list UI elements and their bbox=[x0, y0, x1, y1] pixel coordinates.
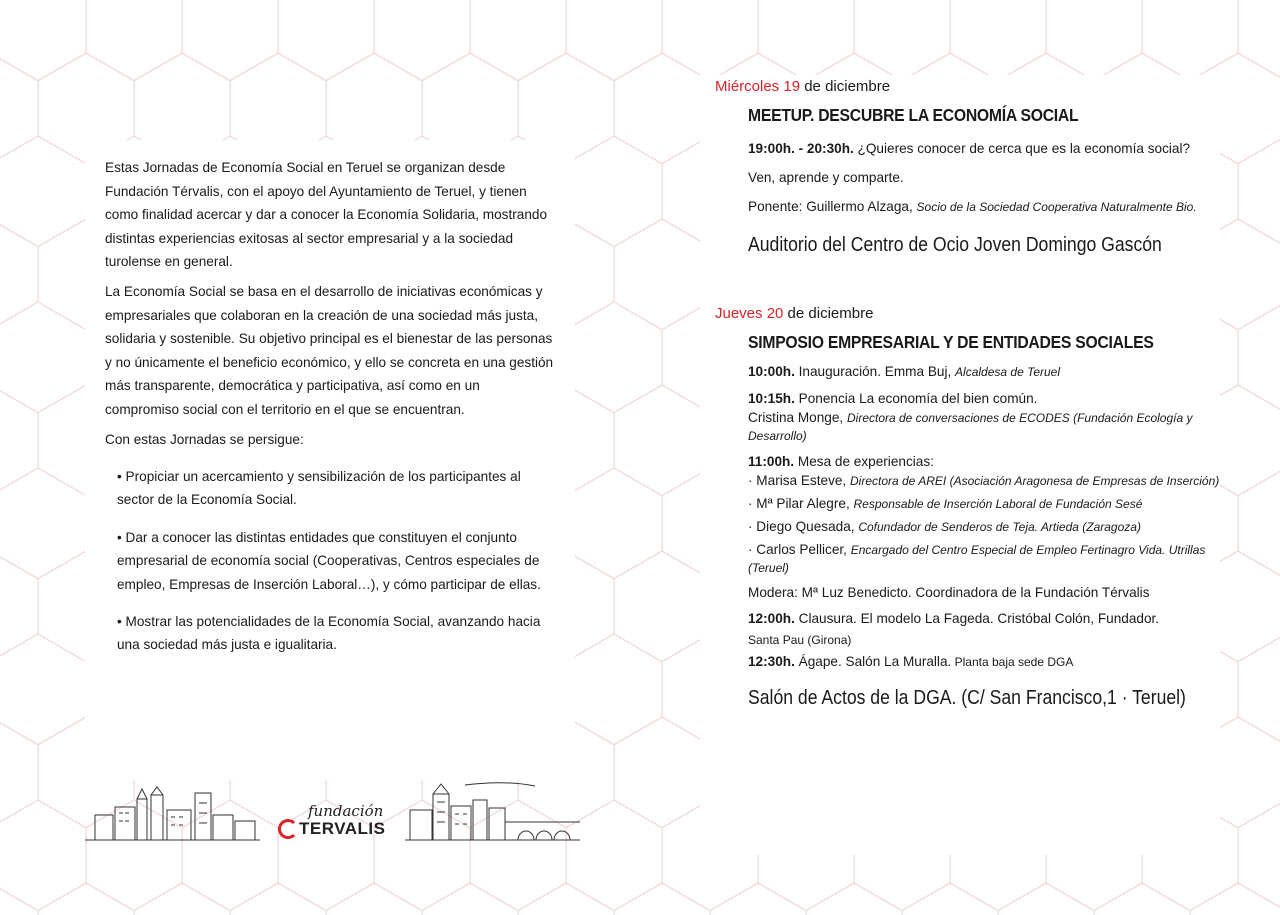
day1-month: de diciembre bbox=[800, 78, 891, 95]
agenda-speaker-role: Directora de conversaciones de ECODES (Fundación Ecología y Desarrollo) bbox=[748, 411, 1193, 443]
goal-bullet-1: • Propiciar un acercamiento y sensibilización de los participantes al sector de la Economía Social. bbox=[117, 468, 521, 508]
agenda-item-inauguration bbox=[748, 361, 1220, 383]
day2-day: Jueves 20 bbox=[715, 305, 784, 322]
panelist-name: · Mª Pilar Alegre, bbox=[748, 496, 854, 511]
logo-line1: fundación bbox=[308, 802, 384, 820]
day2-month: de diciembre bbox=[783, 305, 874, 322]
agenda-text: Inauguración. Emma Buj, bbox=[794, 364, 956, 379]
day1-event-title: MEETUP. DESCUBRE LA ECONOMÍA SOCIAL bbox=[748, 105, 1079, 125]
panelist-name: · Diego Quesada, bbox=[748, 519, 859, 534]
panelist-3 bbox=[748, 518, 1220, 536]
agenda-text: Mesa de experiencias: bbox=[794, 454, 934, 469]
day1-desc: ¿Quieres conocer de cerca que es la economía social? Ven, aprende y comparte. bbox=[748, 141, 1191, 185]
agenda-item-agape bbox=[748, 651, 1220, 673]
panelist-1 bbox=[748, 472, 1220, 490]
panelist-2 bbox=[748, 495, 1220, 513]
day1-venue: Auditorio del Centro de Ocio Joven Domingo Gascón bbox=[748, 234, 1162, 256]
panelist-name: · Carlos Pellicer, bbox=[748, 542, 851, 557]
logo-swoosh-icon bbox=[278, 819, 298, 839]
day1-day: Miércoles 19 bbox=[715, 78, 801, 95]
day1-time: 19:00h. - 20:30h. bbox=[748, 141, 854, 156]
day2-venue: Salón de Actos de la DGA. (C/ San Francisco,1 · Teruel) bbox=[748, 687, 1186, 709]
agenda-time: 11:00h. bbox=[748, 454, 795, 469]
day2-event-title: SIMPOSIO EMPRESARIAL Y DE ENTIDADES SOCIALES bbox=[748, 332, 1154, 352]
agenda-text: Clausura. El modelo La Fageda. Cristóbal Colón, Fundador. bbox=[794, 611, 1160, 626]
agenda-item-clausura bbox=[748, 608, 1220, 629]
day1-speaker-name: Ponente: Guillermo Alzaga, bbox=[748, 199, 917, 214]
agenda-speaker-name: Cristina Monge, bbox=[748, 410, 847, 425]
teruel-skyline-right-illustration bbox=[405, 780, 580, 845]
fundacion-tervalis-logo bbox=[278, 803, 386, 839]
panelist-role: Cofundador de Senderos de Teja. Artieda (Zaragoza) bbox=[858, 520, 1141, 534]
agenda-time: 12:00h. bbox=[748, 611, 795, 626]
moderator: Modera: Mª Luz Benedicto. Coordinadora de la Fundación Térvalis bbox=[748, 585, 1150, 600]
agenda-time: 10:15h. bbox=[748, 391, 795, 406]
agenda-role: Alcaldesa de Teruel bbox=[955, 365, 1061, 379]
agenda-note: Planta baja sede DGA bbox=[951, 655, 1074, 669]
day1-speaker-role: Socio de la Sociedad Cooperativa Naturalmente Bio. bbox=[916, 200, 1197, 214]
day1-description bbox=[748, 134, 1220, 192]
day1-date bbox=[715, 78, 1220, 95]
panelist-name: · Marisa Esteve, bbox=[748, 473, 850, 488]
panelist-role: Directora de AREI (Asociación Aragonesa de Empresas de Inserción) bbox=[849, 474, 1220, 488]
agenda-item-ponencia-speaker bbox=[748, 409, 1220, 445]
logo-line2: TERVALIS bbox=[299, 819, 386, 838]
clausura-place: Santa Pau (Girona) bbox=[748, 633, 852, 647]
goal-bullet-3: • Mostrar las potencialidades de la Economía Social, avanzando hacia una sociedad más justa e igualitaria. bbox=[117, 613, 541, 653]
intro-paragraph-1: Estas Jornadas de Economía Social en Teruel se organizan desde Fundación Térvalis, con el apoyo del Ayuntamiento de Teruel, y tienen como finalidad acercar y dar a conocer la Economía Solidaria, mostrando distintas experiencias exitosas al sector empresarial y a la sociedad turolense en general. bbox=[105, 160, 548, 270]
agenda-time: 10:00h. bbox=[748, 364, 795, 379]
agenda-text: Ágape. Salón La Muralla. bbox=[794, 654, 952, 669]
intro-paragraph-2: La Economía Social se basa en el desarrollo de iniciativas económicas y empresariales que colaboran en la creación de una sociedad más justa, solidaria y sostenible. Su objetivo principal es el bienestar de las personas y no únicamente el beneficio económico, y ello se concreta en una gestión más transparente, democrática y participativa, así como en un compromiso social con el territorio en el que se encuentran. bbox=[105, 283, 554, 417]
programme-panel bbox=[700, 75, 1220, 855]
agenda-time: 12:30h. bbox=[748, 654, 795, 669]
panelist-role: Responsable de Inserción Laboral de Fundación Sesé bbox=[853, 497, 1143, 511]
panelist-4 bbox=[748, 541, 1220, 577]
panelist-role: Encargado del Centro Especial de Empleo Fertinagro Vida. Utrillas (Teruel) bbox=[748, 543, 1206, 575]
day1-speaker bbox=[748, 192, 1220, 222]
intro-panel bbox=[85, 140, 575, 780]
day2-date bbox=[715, 305, 1220, 322]
agenda-item-ponencia bbox=[748, 388, 1220, 409]
goal-bullet-2: • Dar a conocer las distintas entidades que constituyen el conjunto empresarial de economía social (Cooperativas, Centros especiales de empleo, Empresas de Inserción Laboral…), y cómo participar de ellas. bbox=[117, 529, 541, 592]
agenda-text: Ponencia La economía del bien común. bbox=[794, 391, 1038, 406]
agenda-item-mesa bbox=[748, 451, 1220, 472]
teruel-skyline-left-illustration bbox=[85, 785, 260, 845]
intro-paragraph-3: Con estas Jornadas se persigue: bbox=[105, 431, 304, 447]
